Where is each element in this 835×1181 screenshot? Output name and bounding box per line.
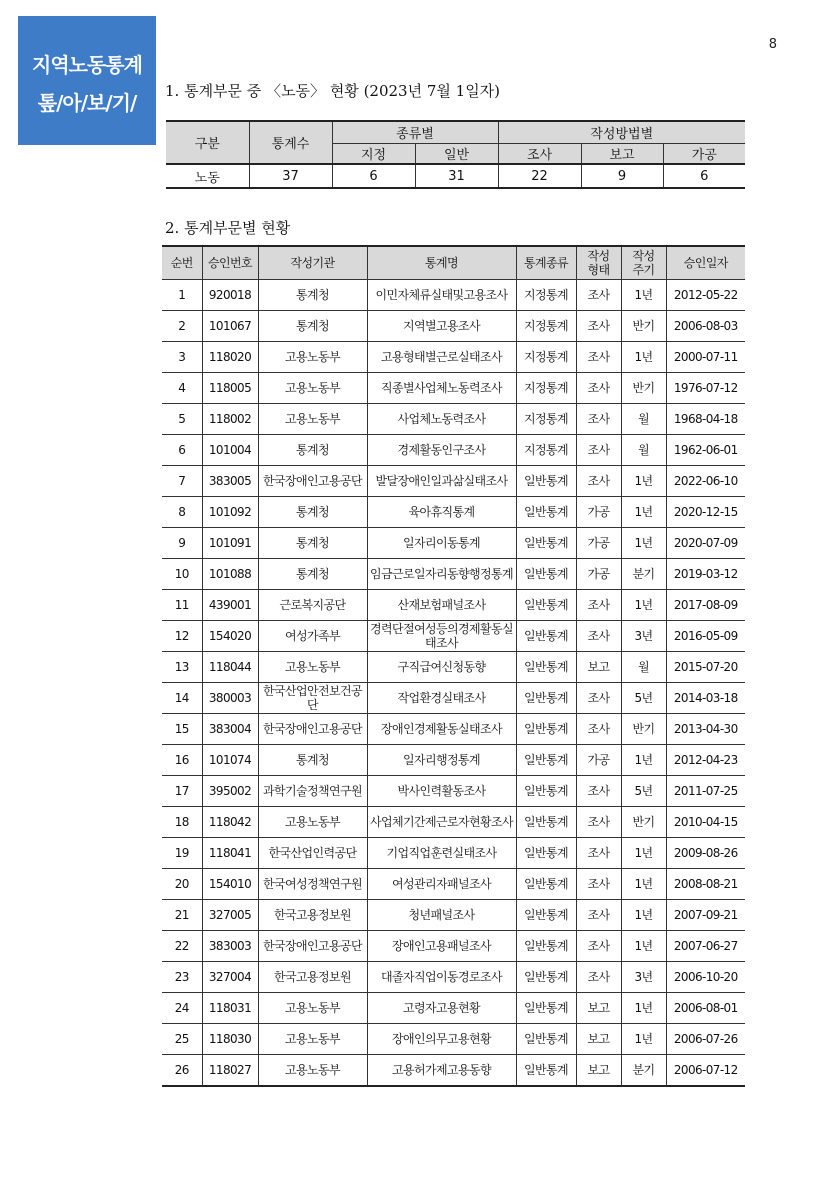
row-agency: 고용노동부 xyxy=(258,807,367,838)
row-approval-no: 101067 xyxy=(202,311,258,342)
row-approval-date: 2010-04-15 xyxy=(666,807,745,838)
header-approval-no: 승인번호 xyxy=(202,246,258,280)
header-processed: 가공 xyxy=(663,144,745,165)
row-stat-name: 청년패널조사 xyxy=(367,900,516,931)
row-form: 보고 xyxy=(576,993,621,1024)
table-row xyxy=(162,807,745,838)
statistics-detail-table xyxy=(162,245,745,1087)
row-no: 20 xyxy=(162,869,202,900)
row-stat-type: 일반통계 xyxy=(516,652,576,683)
row-cycle: 반기 xyxy=(621,311,666,342)
row-form: 가공 xyxy=(576,745,621,776)
row-approval-no: 380003 xyxy=(202,683,258,714)
row-agency: 통계청 xyxy=(258,311,367,342)
row-agency: 여성가족부 xyxy=(258,621,367,652)
row-stat-name: 경력단절여성등의경제활동실태조사 xyxy=(367,621,516,652)
row-form: 조사 xyxy=(576,683,621,714)
row-approval-date: 2022-06-10 xyxy=(666,466,745,497)
row-form: 가공 xyxy=(576,559,621,590)
row-approval-date: 2011-07-25 xyxy=(666,776,745,807)
row-cycle: 반기 xyxy=(621,373,666,404)
row-approval-no: 327005 xyxy=(202,900,258,931)
row-approval-no: 327004 xyxy=(202,962,258,993)
table-row xyxy=(162,404,745,435)
row-form: 가공 xyxy=(576,528,621,559)
row-cycle: 5년 xyxy=(621,776,666,807)
row-stat-type: 일반통계 xyxy=(516,807,576,838)
row-approval-date: 2007-06-27 xyxy=(666,931,745,962)
row-cycle: 1년 xyxy=(621,497,666,528)
row-no: 3 xyxy=(162,342,202,373)
row-stat-name: 산재보험패널조사 xyxy=(367,590,516,621)
row-form: 조사 xyxy=(576,311,621,342)
row-approval-no: 395002 xyxy=(202,776,258,807)
row-approval-no: 118005 xyxy=(202,373,258,404)
table-row xyxy=(162,621,745,652)
header-method-group: 작성방법별 xyxy=(498,121,745,144)
row-form: 보고 xyxy=(576,1024,621,1055)
row-stat-type: 지정통계 xyxy=(516,373,576,404)
row-stat-name: 고령자고용현황 xyxy=(367,993,516,1024)
row-stat-type: 일반통계 xyxy=(516,714,576,745)
table-row xyxy=(162,993,745,1024)
row-form: 조사 xyxy=(576,776,621,807)
row-stat-type: 일반통계 xyxy=(516,776,576,807)
row-no: 24 xyxy=(162,993,202,1024)
row-form: 조사 xyxy=(576,590,621,621)
row-approval-date: 2008-08-21 xyxy=(666,869,745,900)
row-approval-no: 118042 xyxy=(202,807,258,838)
row-approval-date: 2012-04-23 xyxy=(666,745,745,776)
row-approval-date: 1976-07-12 xyxy=(666,373,745,404)
header-report: 보고 xyxy=(581,144,663,165)
row-stat-name: 박사인력활동조사 xyxy=(367,776,516,807)
row-no: 11 xyxy=(162,590,202,621)
summary-report: 9 xyxy=(581,164,663,188)
table-row xyxy=(162,311,745,342)
row-cycle: 분기 xyxy=(621,559,666,590)
row-stat-name: 대졸자직업이동경로조사 xyxy=(367,962,516,993)
labor-statistics-summary-table xyxy=(166,120,745,189)
row-stat-type: 일반통계 xyxy=(516,621,576,652)
row-cycle: 반기 xyxy=(621,807,666,838)
summary-general: 31 xyxy=(415,164,498,188)
row-approval-date: 1962-06-01 xyxy=(666,435,745,466)
row-stat-type: 일반통계 xyxy=(516,900,576,931)
row-form: 조사 xyxy=(576,900,621,931)
table-row xyxy=(162,280,745,311)
row-agency: 한국장애인고용공단 xyxy=(258,714,367,745)
row-form: 보고 xyxy=(576,1055,621,1087)
row-stat-type: 일반통계 xyxy=(516,683,576,714)
row-stat-type: 지정통계 xyxy=(516,404,576,435)
row-cycle: 3년 xyxy=(621,621,666,652)
row-stat-type: 일반통계 xyxy=(516,869,576,900)
row-cycle: 1년 xyxy=(621,466,666,497)
table-row xyxy=(162,342,745,373)
header-survey: 조사 xyxy=(498,144,581,165)
row-approval-date: 1968-04-18 xyxy=(666,404,745,435)
row-form: 조사 xyxy=(576,404,621,435)
row-approval-date: 2020-07-09 xyxy=(666,528,745,559)
row-approval-no: 439001 xyxy=(202,590,258,621)
row-no: 15 xyxy=(162,714,202,745)
header-category: 구분 xyxy=(166,121,249,164)
row-stat-type: 일반통계 xyxy=(516,1024,576,1055)
row-approval-no: 118027 xyxy=(202,1055,258,1087)
row-stat-type: 일반통계 xyxy=(516,931,576,962)
row-no: 4 xyxy=(162,373,202,404)
table-row xyxy=(162,683,745,714)
row-no: 8 xyxy=(162,497,202,528)
section1-title: 1. 통계부문 중 〈노동〉 현황 (2023년 7월 1일자) xyxy=(165,82,501,100)
row-no: 22 xyxy=(162,931,202,962)
row-stat-type: 지정통계 xyxy=(516,435,576,466)
row-form: 조사 xyxy=(576,807,621,838)
row-approval-no: 154010 xyxy=(202,869,258,900)
row-cycle: 분기 xyxy=(621,1055,666,1087)
row-stat-name: 육아휴직통계 xyxy=(367,497,516,528)
header-stat-name: 통계명 xyxy=(367,246,516,280)
row-stat-name: 사업체노동력조사 xyxy=(367,404,516,435)
row-stat-type: 지정통계 xyxy=(516,342,576,373)
row-form: 조사 xyxy=(576,621,621,652)
row-no: 25 xyxy=(162,1024,202,1055)
table-row xyxy=(162,869,745,900)
row-stat-name: 기업직업훈련실태조사 xyxy=(367,838,516,869)
row-approval-date: 2013-04-30 xyxy=(666,714,745,745)
header-count: 통계수 xyxy=(249,121,332,164)
row-cycle: 1년 xyxy=(621,900,666,931)
row-approval-date: 2007-09-21 xyxy=(666,900,745,931)
row-no: 9 xyxy=(162,528,202,559)
row-stat-name: 직종별사업체노동력조사 xyxy=(367,373,516,404)
summary-count: 37 xyxy=(249,164,332,188)
header-general: 일반 xyxy=(415,144,498,165)
row-no: 21 xyxy=(162,900,202,931)
row-stat-type: 일반통계 xyxy=(516,962,576,993)
row-stat-name: 여성관리자패널조사 xyxy=(367,869,516,900)
row-approval-no: 154020 xyxy=(202,621,258,652)
row-cycle: 월 xyxy=(621,404,666,435)
row-approval-no: 101074 xyxy=(202,745,258,776)
row-no: 17 xyxy=(162,776,202,807)
row-agency: 통계청 xyxy=(258,497,367,528)
row-stat-type: 일반통계 xyxy=(516,838,576,869)
row-approval-no: 118044 xyxy=(202,652,258,683)
header-type-group: 종류별 xyxy=(332,121,498,144)
row-cycle: 1년 xyxy=(621,528,666,559)
summary-row xyxy=(166,164,745,188)
row-cycle: 월 xyxy=(621,652,666,683)
row-no: 2 xyxy=(162,311,202,342)
row-cycle: 1년 xyxy=(621,993,666,1024)
row-no: 19 xyxy=(162,838,202,869)
row-stat-name: 고용형태별근로실태조사 xyxy=(367,342,516,373)
row-stat-type: 일반통계 xyxy=(516,1055,576,1087)
table-row xyxy=(162,1024,745,1055)
row-no: 26 xyxy=(162,1055,202,1087)
row-cycle: 1년 xyxy=(621,745,666,776)
summary-category: 노동 xyxy=(166,164,249,188)
row-stat-name: 일자리행정통계 xyxy=(367,745,516,776)
badge-title: 지역노동통계 xyxy=(32,53,142,77)
row-agency: 한국장애인고용공단 xyxy=(258,931,367,962)
row-no: 7 xyxy=(162,466,202,497)
row-agency: 한국여성정책연구원 xyxy=(258,869,367,900)
row-agency: 고용노동부 xyxy=(258,993,367,1024)
row-approval-no: 920018 xyxy=(202,280,258,311)
badge-subtitle: 톺/아/보/기/ xyxy=(37,91,137,115)
row-agency: 통계청 xyxy=(258,559,367,590)
row-stat-type: 일반통계 xyxy=(516,528,576,559)
row-form: 조사 xyxy=(576,869,621,900)
row-no: 13 xyxy=(162,652,202,683)
table-row xyxy=(162,528,745,559)
row-cycle: 1년 xyxy=(621,931,666,962)
row-form: 조사 xyxy=(576,466,621,497)
row-approval-date: 2006-10-20 xyxy=(666,962,745,993)
table-row xyxy=(162,497,745,528)
row-approval-no: 101004 xyxy=(202,435,258,466)
row-stat-type: 일반통계 xyxy=(516,993,576,1024)
row-agency: 고용노동부 xyxy=(258,1055,367,1087)
row-stat-name: 장애인의무고용현황 xyxy=(367,1024,516,1055)
row-approval-no: 383003 xyxy=(202,931,258,962)
row-no: 23 xyxy=(162,962,202,993)
row-approval-date: 2015-07-20 xyxy=(666,652,745,683)
row-cycle: 1년 xyxy=(621,280,666,311)
row-no: 14 xyxy=(162,683,202,714)
row-form: 조사 xyxy=(576,838,621,869)
row-stat-name: 장애인경제활동실태조사 xyxy=(367,714,516,745)
row-approval-date: 2014-03-18 xyxy=(666,683,745,714)
row-approval-no: 118041 xyxy=(202,838,258,869)
row-no: 5 xyxy=(162,404,202,435)
header-form: 작성 형태 xyxy=(576,246,621,280)
row-approval-date: 2012-05-22 xyxy=(666,280,745,311)
row-agency: 과학기술정책연구원 xyxy=(258,776,367,807)
row-cycle: 3년 xyxy=(621,962,666,993)
row-stat-name: 발달장애인일과삶실태조사 xyxy=(367,466,516,497)
row-approval-no: 118030 xyxy=(202,1024,258,1055)
table-row xyxy=(162,745,745,776)
page-number: 8 xyxy=(768,37,777,52)
row-cycle: 1년 xyxy=(621,590,666,621)
table-row xyxy=(162,590,745,621)
row-agency: 고용노동부 xyxy=(258,373,367,404)
row-agency: 한국산업인력공단 xyxy=(258,838,367,869)
row-agency: 한국산업안전보건공단 xyxy=(258,683,367,714)
header-approval-date: 승인일자 xyxy=(666,246,745,280)
row-approval-date: 2006-08-01 xyxy=(666,993,745,1024)
row-cycle: 반기 xyxy=(621,714,666,745)
header-stat-type: 통계종류 xyxy=(516,246,576,280)
header-no: 순번 xyxy=(162,246,202,280)
row-stat-name: 지역별고용조사 xyxy=(367,311,516,342)
row-agency: 한국고용정보원 xyxy=(258,900,367,931)
row-approval-date: 2020-12-15 xyxy=(666,497,745,528)
row-stat-type: 일반통계 xyxy=(516,559,576,590)
row-agency: 고용노동부 xyxy=(258,1024,367,1055)
row-stat-name: 임금근로일자리동향행정통계 xyxy=(367,559,516,590)
row-approval-date: 2006-07-12 xyxy=(666,1055,745,1087)
table-row xyxy=(162,776,745,807)
row-agency: 통계청 xyxy=(258,435,367,466)
table-row xyxy=(162,714,745,745)
row-agency: 고용노동부 xyxy=(258,652,367,683)
row-stat-type: 일반통계 xyxy=(516,497,576,528)
row-cycle: 1년 xyxy=(621,838,666,869)
row-stat-name: 경제활동인구조사 xyxy=(367,435,516,466)
table-row xyxy=(162,652,745,683)
row-approval-no: 383005 xyxy=(202,466,258,497)
row-approval-date: 2006-08-03 xyxy=(666,311,745,342)
row-cycle: 1년 xyxy=(621,869,666,900)
row-approval-no: 118002 xyxy=(202,404,258,435)
section-badge xyxy=(18,16,156,145)
row-approval-date: 2016-05-09 xyxy=(666,621,745,652)
table-row xyxy=(162,466,745,497)
row-no: 12 xyxy=(162,621,202,652)
row-stat-name: 고용허가제고용동향 xyxy=(367,1055,516,1087)
row-stat-name: 구직급여신청동향 xyxy=(367,652,516,683)
row-stat-type: 일반통계 xyxy=(516,590,576,621)
table-row xyxy=(162,962,745,993)
row-agency: 한국고용정보원 xyxy=(258,962,367,993)
header-cycle: 작성 주기 xyxy=(621,246,666,280)
row-approval-no: 101092 xyxy=(202,497,258,528)
row-no: 1 xyxy=(162,280,202,311)
row-form: 보고 xyxy=(576,652,621,683)
table-row xyxy=(162,1055,745,1087)
row-form: 가공 xyxy=(576,497,621,528)
row-approval-no: 101091 xyxy=(202,528,258,559)
row-approval-no: 101088 xyxy=(202,559,258,590)
row-agency: 통계청 xyxy=(258,528,367,559)
row-approval-date: 2019-03-12 xyxy=(666,559,745,590)
summary-survey: 22 xyxy=(498,164,581,188)
row-cycle: 월 xyxy=(621,435,666,466)
row-form: 조사 xyxy=(576,435,621,466)
row-approval-no: 383004 xyxy=(202,714,258,745)
header-designated: 지정 xyxy=(332,144,415,165)
row-approval-no: 118020 xyxy=(202,342,258,373)
row-no: 10 xyxy=(162,559,202,590)
row-stat-type: 지정통계 xyxy=(516,311,576,342)
row-stat-type: 일반통계 xyxy=(516,745,576,776)
section2-title: 2. 통계부문별 현황 xyxy=(165,219,291,237)
row-agency: 한국장애인고용공단 xyxy=(258,466,367,497)
row-approval-no: 118031 xyxy=(202,993,258,1024)
row-stat-name: 장애인고용패널조사 xyxy=(367,931,516,962)
row-form: 조사 xyxy=(576,373,621,404)
row-stat-name: 일자리이동통계 xyxy=(367,528,516,559)
table-row xyxy=(162,900,745,931)
row-form: 조사 xyxy=(576,714,621,745)
row-stat-name: 작업환경실태조사 xyxy=(367,683,516,714)
row-agency: 고용노동부 xyxy=(258,404,367,435)
row-approval-date: 2000-07-11 xyxy=(666,342,745,373)
row-stat-type: 지정통계 xyxy=(516,280,576,311)
row-form: 조사 xyxy=(576,962,621,993)
row-cycle: 1년 xyxy=(621,342,666,373)
row-stat-type: 일반통계 xyxy=(516,466,576,497)
row-cycle: 5년 xyxy=(621,683,666,714)
header-agency: 작성기관 xyxy=(258,246,367,280)
row-form: 조사 xyxy=(576,931,621,962)
row-agency: 근로복지공단 xyxy=(258,590,367,621)
row-approval-date: 2009-08-26 xyxy=(666,838,745,869)
table-row xyxy=(162,373,745,404)
row-form: 조사 xyxy=(576,280,621,311)
row-agency: 통계청 xyxy=(258,280,367,311)
row-agency: 통계청 xyxy=(258,745,367,776)
table-row xyxy=(162,838,745,869)
row-approval-date: 2006-07-26 xyxy=(666,1024,745,1055)
row-stat-name: 이민자체류실태및고용조사 xyxy=(367,280,516,311)
table-row xyxy=(162,435,745,466)
row-cycle: 1년 xyxy=(621,1024,666,1055)
row-form: 조사 xyxy=(576,342,621,373)
table-row xyxy=(162,559,745,590)
summary-processed: 6 xyxy=(663,164,745,188)
summary-designated: 6 xyxy=(332,164,415,188)
row-no: 16 xyxy=(162,745,202,776)
row-stat-name: 사업체기간제근로자현황조사 xyxy=(367,807,516,838)
row-no: 6 xyxy=(162,435,202,466)
row-approval-date: 2017-08-09 xyxy=(666,590,745,621)
table-row xyxy=(162,931,745,962)
row-no: 18 xyxy=(162,807,202,838)
row-agency: 고용노동부 xyxy=(258,342,367,373)
